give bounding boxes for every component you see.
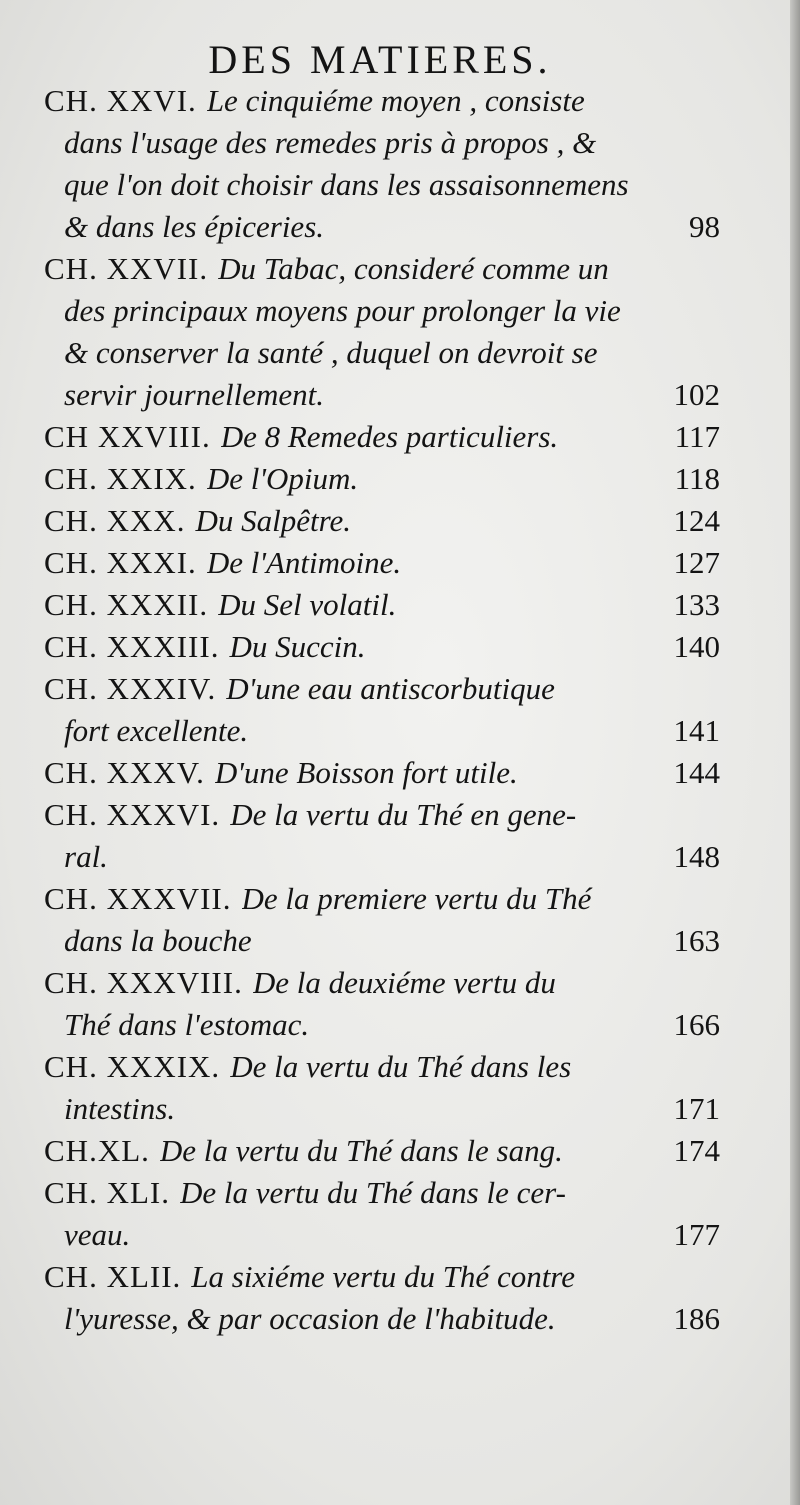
- toc-entry-line: [44, 920, 720, 962]
- toc-entry-line: [44, 416, 720, 458]
- chapter-number: CH. XXXVIII.: [44, 965, 243, 1000]
- chapter-number: CH. XLII.: [44, 1259, 182, 1294]
- toc-entry: [44, 80, 720, 248]
- page-number: 102: [673, 377, 720, 412]
- toc-entry-line: [44, 752, 720, 794]
- toc-entry-line: [44, 710, 720, 752]
- chapter-title: De l'Opium.: [206, 461, 359, 496]
- chapter-title: De la vertu du Thé en gene-: [230, 797, 577, 832]
- toc-entry-line: [44, 794, 720, 836]
- toc-entry: [44, 500, 720, 542]
- toc-entry-line: [44, 626, 720, 668]
- page-number: 148: [673, 839, 720, 874]
- chapter-title: dans la bouche: [64, 923, 252, 958]
- chapter-title: De la vertu du Thé dans le cer-: [179, 1175, 566, 1210]
- chapter-title: De la vertu du Thé dans le sang.: [159, 1133, 563, 1168]
- chapter-number: CH. XXVI.: [44, 83, 197, 118]
- chapter-number: CH. XXX.: [44, 503, 186, 538]
- chapter-title: Thé dans l'estomac.: [64, 1007, 310, 1042]
- toc-entry-line: [44, 1088, 720, 1130]
- toc-entry: [44, 248, 720, 416]
- page-number: 144: [673, 755, 720, 790]
- page-number: 124: [673, 503, 720, 538]
- toc-entry: [44, 878, 720, 962]
- toc-entry-line: [44, 584, 720, 626]
- chapter-title: & conserver la santé , duquel on devroit se: [64, 335, 598, 370]
- chapter-title: & dans les épiceries.: [64, 209, 325, 244]
- chapter-title: des principaux moyens pour prolonger la vie: [64, 293, 621, 328]
- page-number: 140: [673, 629, 720, 664]
- chapter-title: Le cinquiéme moyen , consiste: [206, 83, 585, 118]
- toc-entry-line: [44, 80, 720, 122]
- toc-entry-line: [44, 668, 720, 710]
- chapter-title: De 8 Remedes particuliers.: [220, 419, 559, 454]
- toc-entry-line: [44, 1256, 720, 1298]
- chapter-title: De la vertu du Thé dans les: [230, 1049, 572, 1084]
- toc-entry: [44, 1256, 720, 1340]
- page-number: 186: [673, 1301, 720, 1336]
- chapter-number: CH. XXXV.: [44, 755, 205, 790]
- toc-entry-line: [44, 500, 720, 542]
- toc-entry-line: [44, 374, 720, 416]
- page-number: 141: [673, 713, 720, 748]
- page-number: 166: [673, 1007, 720, 1042]
- page-number: 117: [674, 419, 720, 454]
- chapter-title: servir journellement.: [64, 377, 325, 412]
- chapter-number: CH. XLI.: [44, 1175, 170, 1210]
- page-number: 177: [673, 1217, 720, 1252]
- chapter-title: Du Sel volatil.: [218, 587, 397, 622]
- toc-entry-line: [44, 458, 720, 500]
- chapter-number: CH.XL.: [44, 1133, 150, 1168]
- toc-entry-line: [44, 290, 720, 332]
- page-number: 174: [673, 1133, 720, 1168]
- chapter-title: l'yuresse, & par occasion de l'habitude.: [64, 1301, 556, 1336]
- toc-entry: [44, 1046, 720, 1130]
- chapter-title: Du Salpêtre.: [195, 503, 352, 538]
- toc-entry-line: [44, 1172, 720, 1214]
- toc-entry: [44, 584, 720, 626]
- chapter-title: D'une eau antiscorbutique: [226, 671, 555, 706]
- toc-entry: [44, 458, 720, 500]
- toc-entry-line: [44, 122, 720, 164]
- toc-entry-line: [44, 1004, 720, 1046]
- chapter-number: CH. XXXVII.: [44, 881, 232, 916]
- page-heading: DES MATIERES.: [208, 37, 552, 82]
- toc-entry-line: [44, 1046, 720, 1088]
- chapter-title: intestins.: [64, 1091, 176, 1126]
- chapter-title: De la premiere vertu du Thé: [241, 881, 592, 916]
- toc-entry: [44, 1172, 720, 1256]
- toc-entry-line: [44, 164, 720, 206]
- toc-entry: [44, 542, 720, 584]
- toc-entry-line: [44, 206, 720, 248]
- page-number: 98: [689, 209, 720, 244]
- chapter-title: dans l'usage des remedes pris à propos , &: [64, 125, 597, 160]
- page-number: 133: [673, 587, 720, 622]
- page-number: 163: [673, 923, 720, 958]
- page-edge: [790, 0, 800, 1505]
- chapter-number: CH. XXXIII.: [44, 629, 220, 664]
- chapter-title: Du Succin.: [229, 629, 366, 664]
- chapter-number: CH. XXXVI.: [44, 797, 221, 832]
- chapter-number: CH. XXXIX.: [44, 1049, 221, 1084]
- page-number: 118: [674, 461, 720, 496]
- toc-entry-line: [44, 1130, 720, 1172]
- chapter-number: CH. XXXII.: [44, 587, 209, 622]
- toc-entry: [44, 626, 720, 668]
- toc-entry: [44, 668, 720, 752]
- chapter-title: que l'on doit choisir dans les assaisonnemens: [64, 167, 629, 202]
- chapter-title: ral.: [64, 839, 108, 874]
- toc-entry-line: [44, 542, 720, 584]
- toc-entry: [44, 1130, 720, 1172]
- toc-entry-line: [44, 836, 720, 878]
- toc-entry-line: [44, 332, 720, 374]
- page-number: 127: [673, 545, 720, 580]
- chapter-number: CH. XXXIV.: [44, 671, 217, 706]
- page-number: 171: [673, 1091, 720, 1126]
- chapter-title: D'une Boisson fort utile.: [214, 755, 518, 790]
- toc-entry: [44, 962, 720, 1046]
- toc-entry: [44, 416, 720, 458]
- chapter-title: Du Tabac, consideré comme un: [218, 251, 609, 286]
- chapter-number: CH. XXXI.: [44, 545, 197, 580]
- toc-entry-line: [44, 962, 720, 1004]
- chapter-number: CH. XXVII.: [44, 251, 209, 286]
- table-of-contents: [44, 80, 720, 1340]
- chapter-title: La sixiéme vertu du Thé contre: [191, 1259, 575, 1294]
- toc-entry-line: [44, 248, 720, 290]
- toc-entry-line: [44, 1214, 720, 1256]
- chapter-title: veau.: [64, 1217, 131, 1252]
- toc-entry: [44, 752, 720, 794]
- chapter-title: fort excellente.: [64, 713, 249, 748]
- chapter-number: CH. XXIX.: [44, 461, 197, 496]
- toc-entry-line: [44, 1298, 720, 1340]
- chapter-number: CH XXVIII.: [44, 419, 211, 454]
- chapter-title: De la deuxiéme vertu du: [252, 965, 556, 1000]
- chapter-title: De l'Antimoine.: [206, 545, 402, 580]
- toc-entry: [44, 794, 720, 878]
- toc-entry-line: [44, 878, 720, 920]
